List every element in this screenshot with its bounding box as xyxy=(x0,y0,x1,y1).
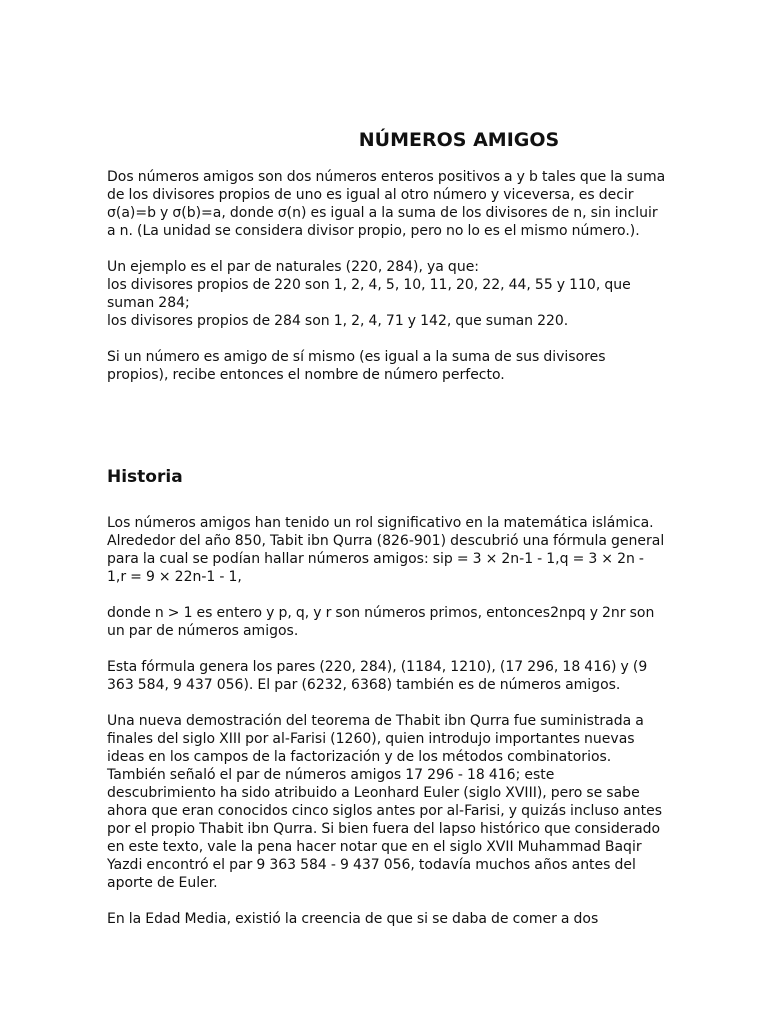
intro-divisors-220: los divisores propios de 220 son 1, 2, 4, 5, 10, 11, 20, 22, 44, 55 y 110, que suman 284; xyxy=(107,277,631,311)
paragraph-gap xyxy=(107,240,667,258)
historia-paragraph-1: Los números amigos han tenido un rol significativo en la matemática islámica. Alrededor del año 850, Tabit ibn Qurra (826-901) descubrió una fórmula general para la cual se podían hallar números amigos: sip = 3 × 2n-1 - 1,q = 3 × 2n - 1,r = 9 × 22n-1 - 1, xyxy=(107,515,665,585)
historia-section xyxy=(107,514,667,928)
historia-paragraph-4: Una nueva demostración del teorema de Thabit ibn Qurra fue suministrada a finales del siglo XIII por al-Farisi (1260), quien introdujo importantes nuevas ideas en los campos de la factorización y de los métodos combinatorios. También señaló el par de números amigos 17 296 - 18 416; este descubrimiento ha sido atribuido a Leonhard Euler (siglo XVIII), pero se sabe ahora que eran conocidos cinco siglos antes por al-Farisi, y quizás incluso antes por el propio Thabit ibn Qurra. Si bien fuera del lapso histórico que considerado en este texto, vale la pena hacer notar que en el siglo XVII Muhammad Baqir Yazdi encontró el par 9 363 584 - 9 437 056, todavía muchos años antes del aporte de Euler. xyxy=(107,713,663,891)
intro-section xyxy=(107,168,667,384)
paragraph-gap xyxy=(107,694,667,712)
intro-divisors-284: los divisores propios de 284 son 1, 2, 4, 71 y 142, que suman 220. xyxy=(107,313,569,329)
paragraph-gap xyxy=(107,640,667,658)
intro-example-line: Un ejemplo es el par de naturales (220, 284), ya que: xyxy=(107,259,480,275)
paragraph-gap xyxy=(107,892,667,910)
historia-paragraph-2: donde n > 1 es entero y p, q, y r son números primos, entonces2npq y 2nr son un par de números amigos. xyxy=(107,605,655,639)
paragraph-gap xyxy=(107,330,667,348)
historia-paragraph-5: En la Edad Media, existió la creencia de que si se daba de comer a dos xyxy=(107,911,599,927)
historia-paragraph-3: Esta fórmula genera los pares (220, 284), (1184, 1210), (17 296, 18 416) y (9 363 584, 9 437 056). El par (6232, 6368) también es de números amigos. xyxy=(107,659,648,693)
intro-paragraph-perfect: Si un número es amigo de sí mismo (es igual a la suma de sus divisores propios), recibe entonces el nombre de número perfecto. xyxy=(107,349,606,383)
intro-paragraph-definition: Dos números amigos son dos números enteros positivos a y b tales que la suma de los divisores propios de uno es igual al otro número y viceversa, es decir σ(a)=b y σ(b)=a, donde σ(n) es igual a la suma de los divisores de n, sin incluir a n. (La unidad se considera divisor propio, pero no lo es el mismo número.). xyxy=(107,169,666,239)
historia-heading: Historia xyxy=(107,467,183,487)
page-title: NÚMEROS AMIGOS xyxy=(358,129,560,151)
paragraph-gap xyxy=(107,586,667,604)
